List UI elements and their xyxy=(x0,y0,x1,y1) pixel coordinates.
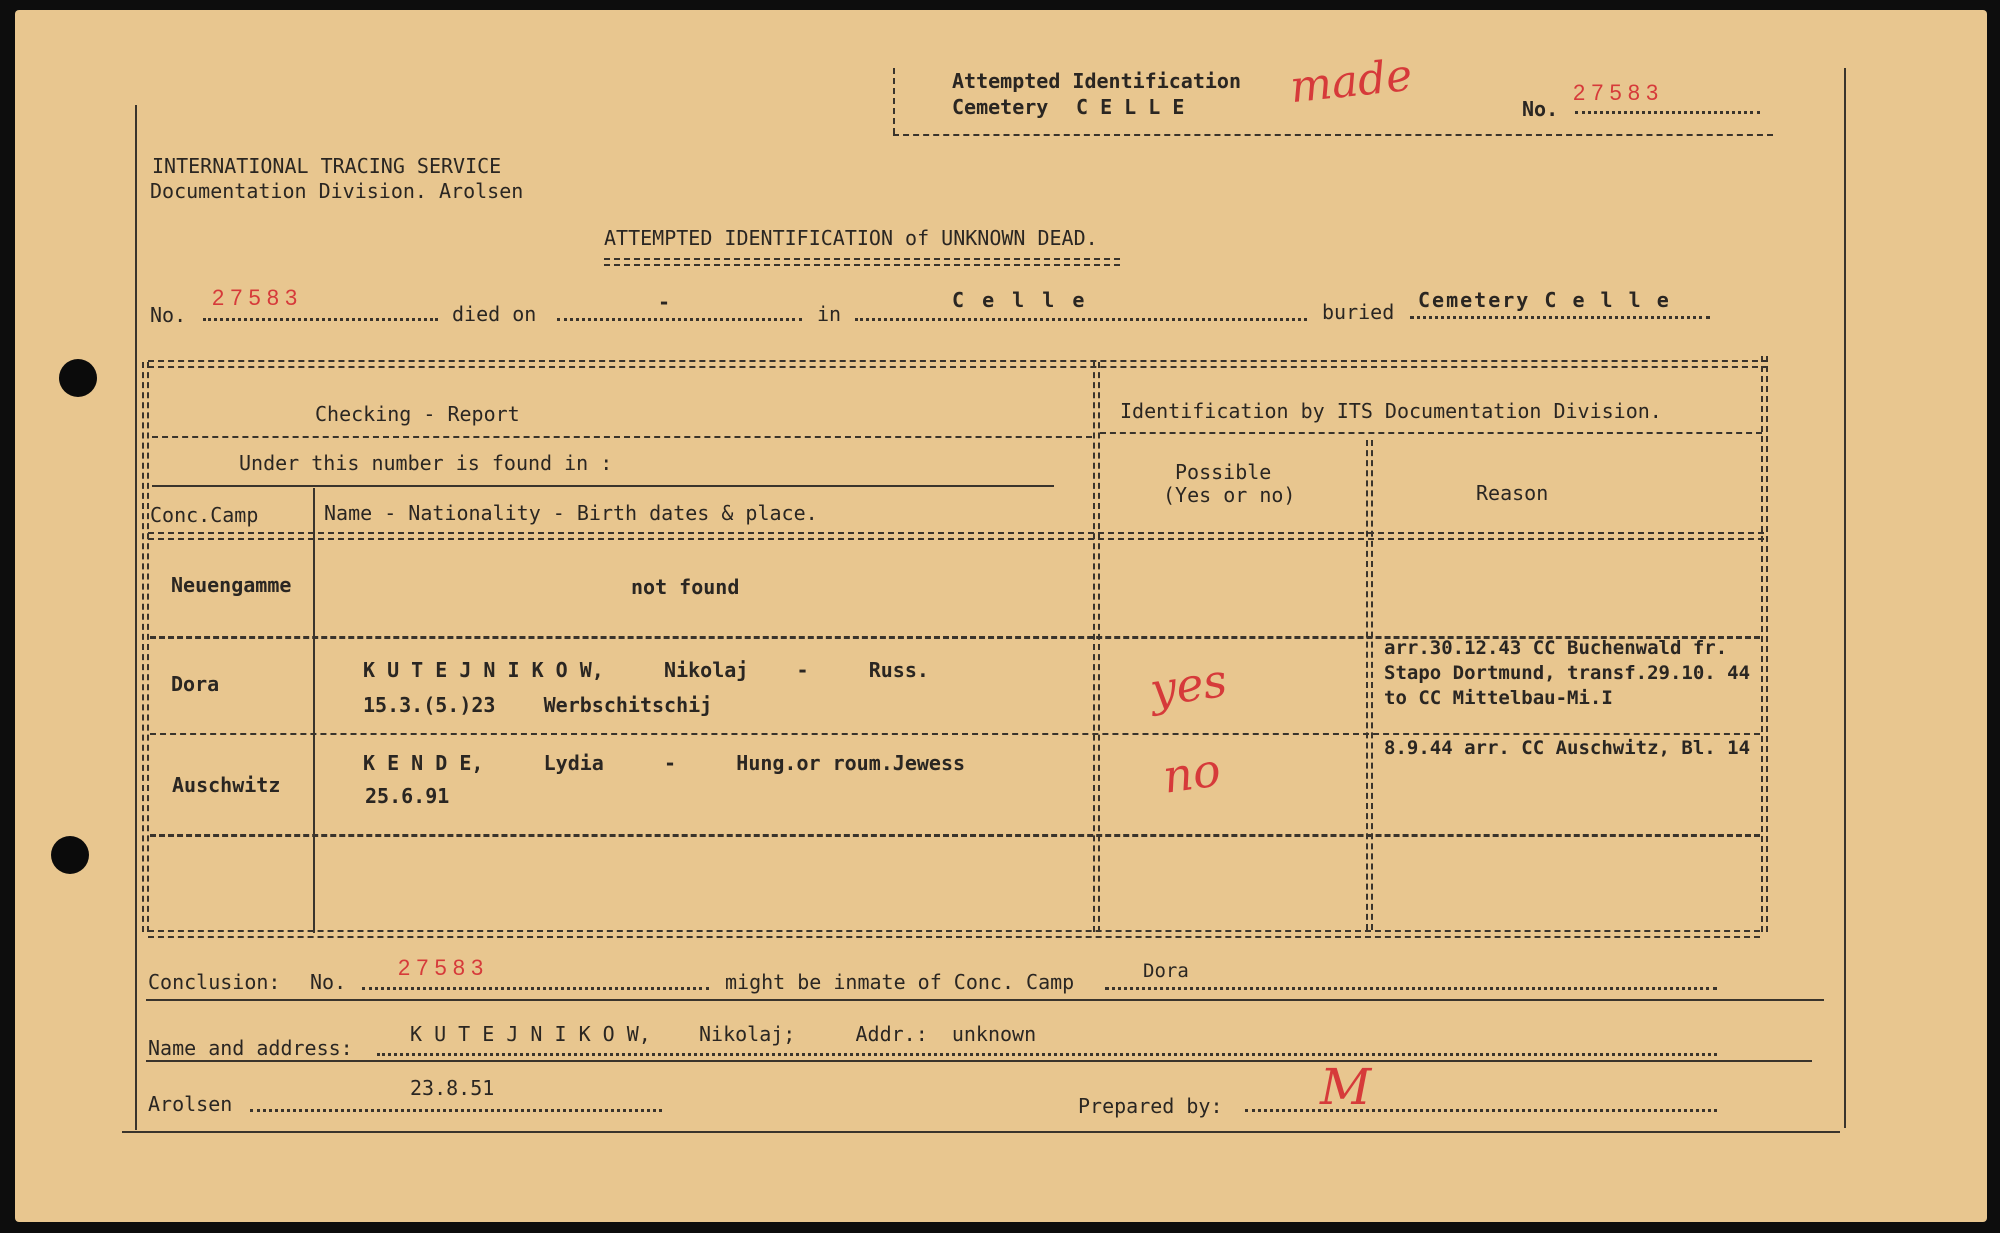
punch-hole-bottom xyxy=(51,836,89,874)
died-on-value: - xyxy=(658,290,671,314)
buried-value: Cemetery C e l l e xyxy=(1418,288,1671,312)
conclusion-separator xyxy=(146,999,1824,1001)
footer-date-dots xyxy=(250,1109,662,1112)
title-underline xyxy=(604,258,1120,266)
table-row-1-camp: Neuengamme xyxy=(171,573,292,597)
row-2-separator xyxy=(150,733,1760,735)
table-row-2-name-line-2: 15.3.(5.)23 Werbschitschij xyxy=(363,693,713,717)
name-address-dots xyxy=(377,1053,1717,1056)
prepared-by-label: Prepared by: xyxy=(1078,1094,1223,1118)
table-right-border xyxy=(1761,356,1768,932)
buried-label: buried xyxy=(1322,300,1395,324)
checking-report-underline xyxy=(152,436,1092,438)
record-no-label: No. xyxy=(150,303,187,327)
died-on-dots xyxy=(557,318,802,321)
header-no-label: No. xyxy=(1522,97,1559,121)
identification-header: Identification by ITS Documentation Division. xyxy=(1120,399,1662,423)
table-row-3-reason: 8.9.44 arr. CC Auschwitz, Bl. 14 xyxy=(1384,737,1751,759)
conclusion-camp-value: Dora xyxy=(1143,960,1189,982)
prepared-by-dots xyxy=(1245,1109,1717,1112)
died-on-label: died on xyxy=(452,302,537,326)
column-header-possible-1: Possible xyxy=(1175,460,1272,484)
conclusion-might-be: might be inmate of Conc. Camp xyxy=(725,970,1075,994)
in-value: C e l l e xyxy=(952,288,1088,312)
camp-name-divider xyxy=(313,488,315,933)
table-left-border xyxy=(142,362,149,932)
frame-left-line xyxy=(135,105,137,1130)
punch-hole-top xyxy=(59,359,97,397)
table-row-1-name: not found xyxy=(631,575,740,599)
record-no-dots xyxy=(203,318,438,321)
column-header-possible-2: (Yes or no) xyxy=(1163,483,1296,507)
cemetery-label: Cemetery xyxy=(952,95,1049,119)
header-no-value: 27583 xyxy=(1573,80,1665,105)
table-row-2-name-line-1: K U T E J N I K O W, Nikolaj - Russ. xyxy=(363,658,929,682)
table-row-3-name-line-1: K E N D E, Lydia - Hung.or roum.Jewess xyxy=(363,751,966,775)
conclusion-camp-dots xyxy=(1105,987,1717,990)
record-no-value: 27583 xyxy=(212,285,304,310)
column-header-name: Name - Nationality - Birth dates & place. xyxy=(324,501,818,525)
in-label: in xyxy=(817,302,842,326)
name-address-separator xyxy=(146,1060,1812,1062)
footer-date-value: 23.8.51 xyxy=(410,1076,495,1100)
table-bottom-border xyxy=(148,930,1760,938)
header-box-bottom-border xyxy=(893,134,1773,136)
footer-place-label: Arolsen xyxy=(148,1092,233,1116)
table-middle-divider xyxy=(1093,362,1100,932)
handwritten-note: made xyxy=(1287,49,1415,114)
row-3-separator xyxy=(150,834,1760,837)
conclusion-label: Conclusion: xyxy=(148,970,281,994)
conclusion-no-label: No. xyxy=(310,970,347,994)
under-number-underline xyxy=(152,485,1054,487)
checking-report-header: Checking - Report xyxy=(315,402,520,426)
header-no-dots xyxy=(1575,111,1760,114)
name-address-label: Name and address: xyxy=(148,1036,353,1060)
cemetery-value: C E L L E xyxy=(1076,95,1185,119)
table-row-2-possible: yes xyxy=(1146,652,1231,718)
table-row-2-reason: arr.30.12.43 CC Buchenwald fr. Stapo Dortmund, transf.29.10. 44 to CC Mittelbau-Mi.I xyxy=(1384,637,1751,709)
frame-bottom-line xyxy=(122,1131,1840,1133)
frame-right-line xyxy=(1844,68,1846,1128)
under-this-number-label: Under this number is found in : xyxy=(239,451,613,475)
table-row-3-camp: Auschwitz xyxy=(172,773,281,797)
conclusion-no-dots xyxy=(362,987,709,990)
prepared-by-signature: M xyxy=(1320,1058,1372,1116)
column-header-underline xyxy=(148,532,1764,540)
header-box-left-border xyxy=(893,68,895,134)
column-header-reason: Reason xyxy=(1476,481,1549,505)
table-row-2-camp: Dora xyxy=(171,672,220,696)
column-header-camp: Conc.Camp xyxy=(150,503,259,527)
document-title: ATTEMPTED IDENTIFICATION of UNKNOWN DEAD. xyxy=(604,226,1098,250)
in-dots xyxy=(855,318,1307,321)
table-row-3-possible: no xyxy=(1159,742,1224,804)
identification-underline xyxy=(1100,432,1762,434)
org-line-1: INTERNATIONAL TRACING SERVICE xyxy=(152,154,502,178)
possible-reason-divider xyxy=(1366,440,1373,930)
org-line-2: Documentation Division. Arolsen xyxy=(150,179,524,203)
buried-dots xyxy=(1410,316,1710,319)
table-top-border xyxy=(148,360,1768,368)
conclusion-no-value: 27583 xyxy=(398,955,490,980)
attempted-identification-label: Attempted Identification xyxy=(952,69,1241,93)
name-address-value: K U T E J N I K O W, Nikolaj; Addr.: unknown xyxy=(410,1022,1037,1046)
table-row-3-name-line-2: 25.6.91 xyxy=(365,784,450,808)
